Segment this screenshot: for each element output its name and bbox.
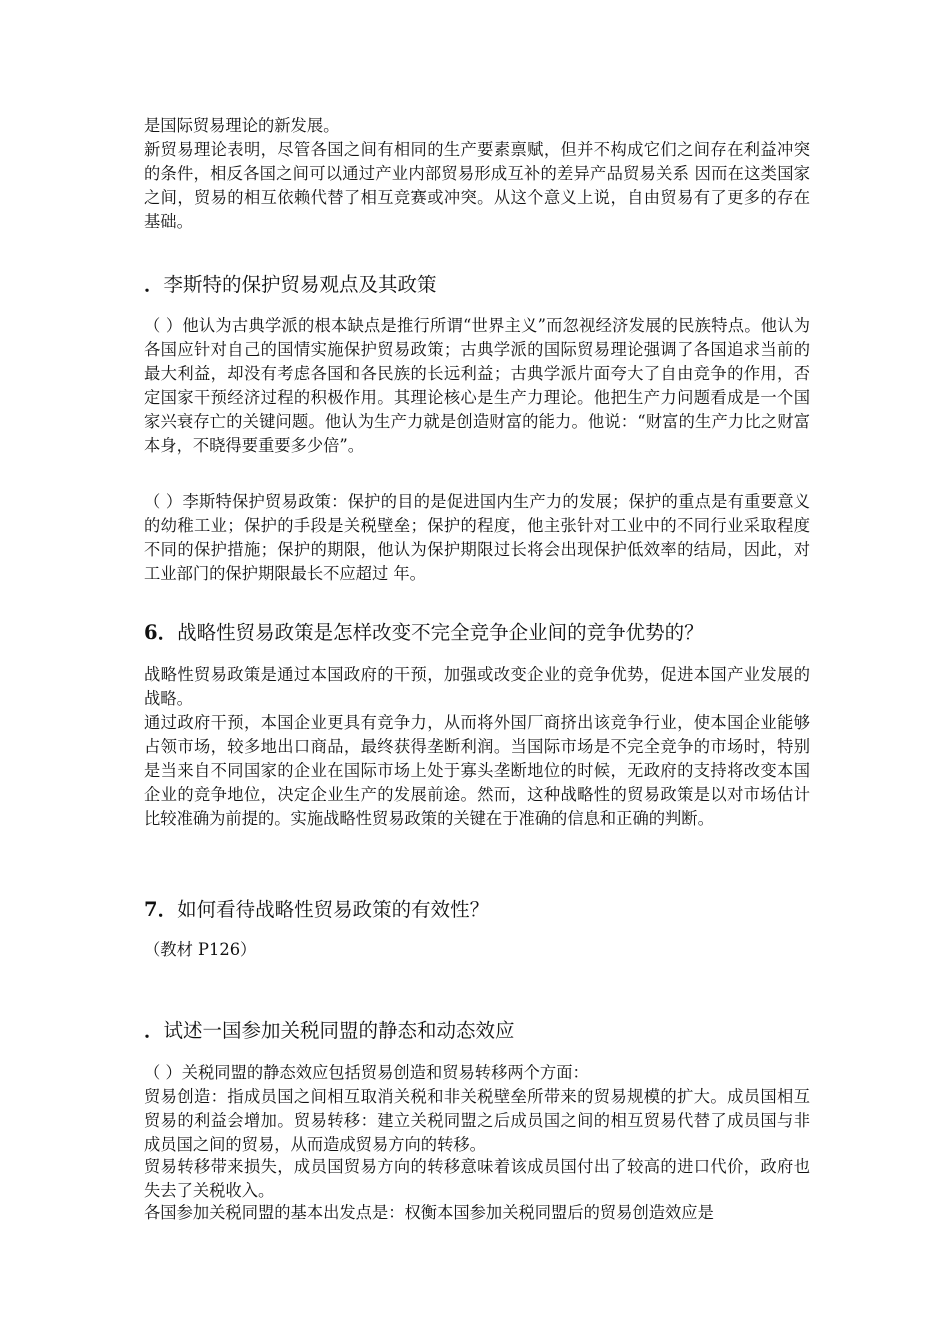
heading-text: 如何看待战略性贸易政策的有效性？ xyxy=(177,898,490,921)
paragraph-static-effects: （ ）关税同盟的静态效应包括贸易创造和贸易转移两个方面： xyxy=(144,1063,589,1082)
paragraph-strategic-intervention: 通过政府干预，本国企业更具有竞争力，从而将外国厂商挤出该竞争行业，使本国企业能够占领市场，较多地出口商品，最终获得垄断利润。当国际市场是不完全竞争的市场时，特别是当来自不同国家的企业在国际市场上处于寡头垄断地位的时候，无政府的支持将改变本国企业的竞争地位，决定企业生产的发展前途。然而，这种战略性的贸易政策是以对市场估计比较准确为前提的。实施战略性贸易政策的关键在于准确的信息和正确的判断。 xyxy=(144,713,810,828)
paragraph-basic-starting-point: 各国参加关税同盟的基本出发点是：权衡本国参加关税同盟后的贸易创造效应是 xyxy=(144,1203,714,1222)
heading-list-protection xyxy=(144,271,810,299)
paragraph-textbook-reference: （教材 P126） xyxy=(144,940,257,959)
heading-policy-effectiveness xyxy=(144,896,810,924)
paragraph-trade-diversion: 贸易转移带来损失，成员国贸易方向的转移意味着该成员国付出了较高的进口代价，政府也失去了关税收入。 xyxy=(144,1157,810,1200)
heading-number: 6． xyxy=(144,621,178,644)
paragraph-list-policy: （ ）李斯特保护贸易政策：保护的目的是促进国内生产力的发展；保护的重点是有重要意义的幼稚工业；保护的手段是关税壁垒；保护的程度，他主张针对工业中的不同行业采取程度不同的保护措施；保护的期限，他认为保护期限过长将会出现保护低效率的结局，因此，对工业部门的保护期限最长不应超过 年。 xyxy=(144,492,810,583)
paragraph-trade-creation: 贸易创造：指成员国之间相互取消关税和非关税壁垒所带来的贸易规模的扩大。成员国相互贸易的利益会增加。贸易转移：建立关税同盟之后成员国之间的相互贸易代替了成员国与非成员国之间的贸易，从而造成贸易方向的转移。 xyxy=(144,1087,810,1154)
heading-number: ． xyxy=(144,1019,164,1042)
heading-text: 试述一国参加关税同盟的静态和动态效应 xyxy=(163,1019,515,1042)
heading-text: 李斯特的保护贸易观点及其政策 xyxy=(163,273,437,296)
heading-text: 战略性贸易政策是怎样改变不完全竞争企业间的竞争优势的？ xyxy=(177,621,704,644)
heading-number: ． xyxy=(144,273,164,296)
paragraph-new-trade-conclusion: 是国际贸易理论的新发展。 xyxy=(144,116,340,135)
paragraph-strategic-definition: 战略性贸易政策是通过本国政府的干预，加强或改变企业的竞争优势，促进本国产业发展的战略。 xyxy=(144,665,810,708)
heading-strategic-trade-policy xyxy=(144,619,810,647)
heading-number: 7． xyxy=(144,898,178,921)
paragraph-list-views: （ ）他认为古典学派的根本缺点是推行所谓“世界主义”而忽视经济发展的民族特点。他认为各国应针对自己的国情实施保护贸易政策；古典学派的国际贸易理论强调了各国追求当前的最大利益，却没有考虑各国和各民族的长远利益；古典学派片面夸大了自由竞争的作用，否定国家干预经济过程的积极作用。其理论核心是生产力理论。他把生产力问题看成是一个国家兴衰存亡的关键问题。他认为生产力就是创造财富的能力。他说：“财富的生产力比之财富本身，不晓得要重要多少倍”。 xyxy=(144,316,810,455)
paragraph-new-trade-theory: 新贸易理论表明，尽管各国之间有相同的生产要素禀赋，但并不构成它们之间存在利益冲突的条件，相反各国之间可以通过产业内部贸易形成互补的差异产品贸易关系 因而在这类国家之间，贸易的相互依赖代替了相互竞赛或冲突。从这个意义上说，自由贸易有了更多的存在基础。 xyxy=(144,140,810,231)
heading-customs-union xyxy=(144,1017,810,1045)
